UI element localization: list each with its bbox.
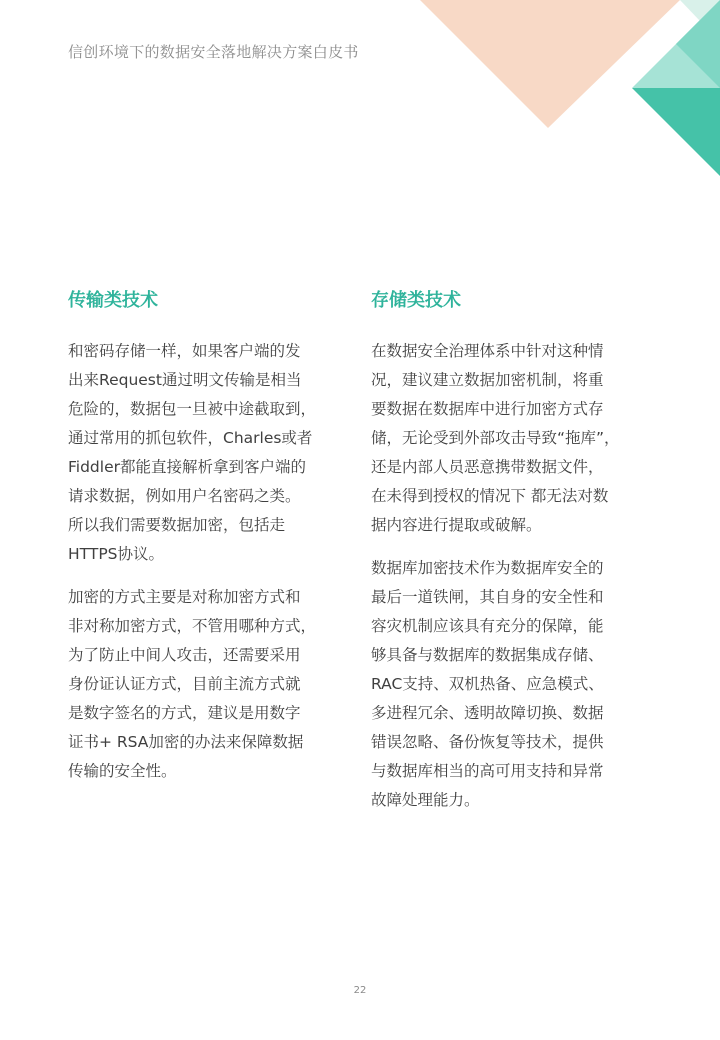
text-line: 所以我们需要数据加密，包括走 [68,516,286,534]
text-line: RAC支持、双机热备、应急模式、 [371,675,604,693]
dark-teal-triangle [632,88,720,176]
text-line: 最后一道铁闸，其自身的安全性和 [371,588,604,606]
text-line: 够具备与数据库的数据集成存储、 [371,646,604,664]
text-line: 传输的安全性。 [68,762,177,780]
text-line: 出来Request通过明文传输是相当 [68,371,302,389]
section-heading: 传输类技术 [68,290,158,311]
paragraph [68,583,320,786]
text-line: 与数据库相当的高可用支持和异常 [371,762,604,780]
text-line: 在数据安全治理体系中针对这种情 [371,342,604,360]
text-line: Fiddler都能直接解析拿到客户端的 [68,458,306,476]
text-line: 和密码存储一样，如果客户端的发 [68,342,301,360]
peach-triangle [420,0,680,128]
section-heading: 存储类技术 [371,290,461,311]
storage-tech-section [371,287,623,829]
paragraph [68,337,320,569]
text-line: 数据库加密技术作为数据库安全的 [371,559,604,577]
text-line: 证书+ RSA加密的办法来保障数据 [68,733,304,751]
document-title: 信创环境下的数据安全落地解决方案白皮书 [68,43,359,61]
text-line: 况，建议建立数据加密机制，将重 [371,371,604,389]
text-line: HTTPS协议。 [68,545,165,563]
text-line: 错误忽略、备份恢复等技术，提供 [371,733,604,751]
page-number: 22 [353,985,367,996]
text-line: 是数字签名的方式，建议是用数字 [68,704,301,722]
text-line: 储，无论受到外部攻击导致“拖库”， [371,429,620,447]
text-line: 还是内部人员恶意携带数据文件， [371,458,604,476]
text-line: 请求数据，例如用户名密码之类。 [68,487,301,505]
text-line: 多进程冗余、透明故障切换、数据 [371,704,604,722]
text-line: 为了防止中间人攻击，还需要采用 [68,646,301,664]
text-line: 据内容进行提取或破解。 [371,516,542,534]
text-line: 通过常用的抓包软件，Charles或者 [68,429,313,447]
text-line: 非对称加密方式，不管用哪种方式， [68,617,317,635]
text-line: 在未得到授权的情况下 都无法对数 [371,487,609,505]
paragraph [371,554,623,815]
text-line: 要数据在数据库中进行加密方式存 [371,400,604,418]
text-line: 故障处理能力。 [371,791,480,809]
text-line: 身份证认证方式，目前主流方式就 [68,675,301,693]
corner-decoration [0,0,720,200]
paragraph [371,337,623,540]
text-line: 容灾机制应该具有充分的保障，能 [371,617,604,635]
text-line: 危险的，数据包一旦被中途截取到， [68,400,317,418]
transmission-tech-section [68,287,320,800]
text-line: 加密的方式主要是对称加密方式和 [68,588,301,606]
